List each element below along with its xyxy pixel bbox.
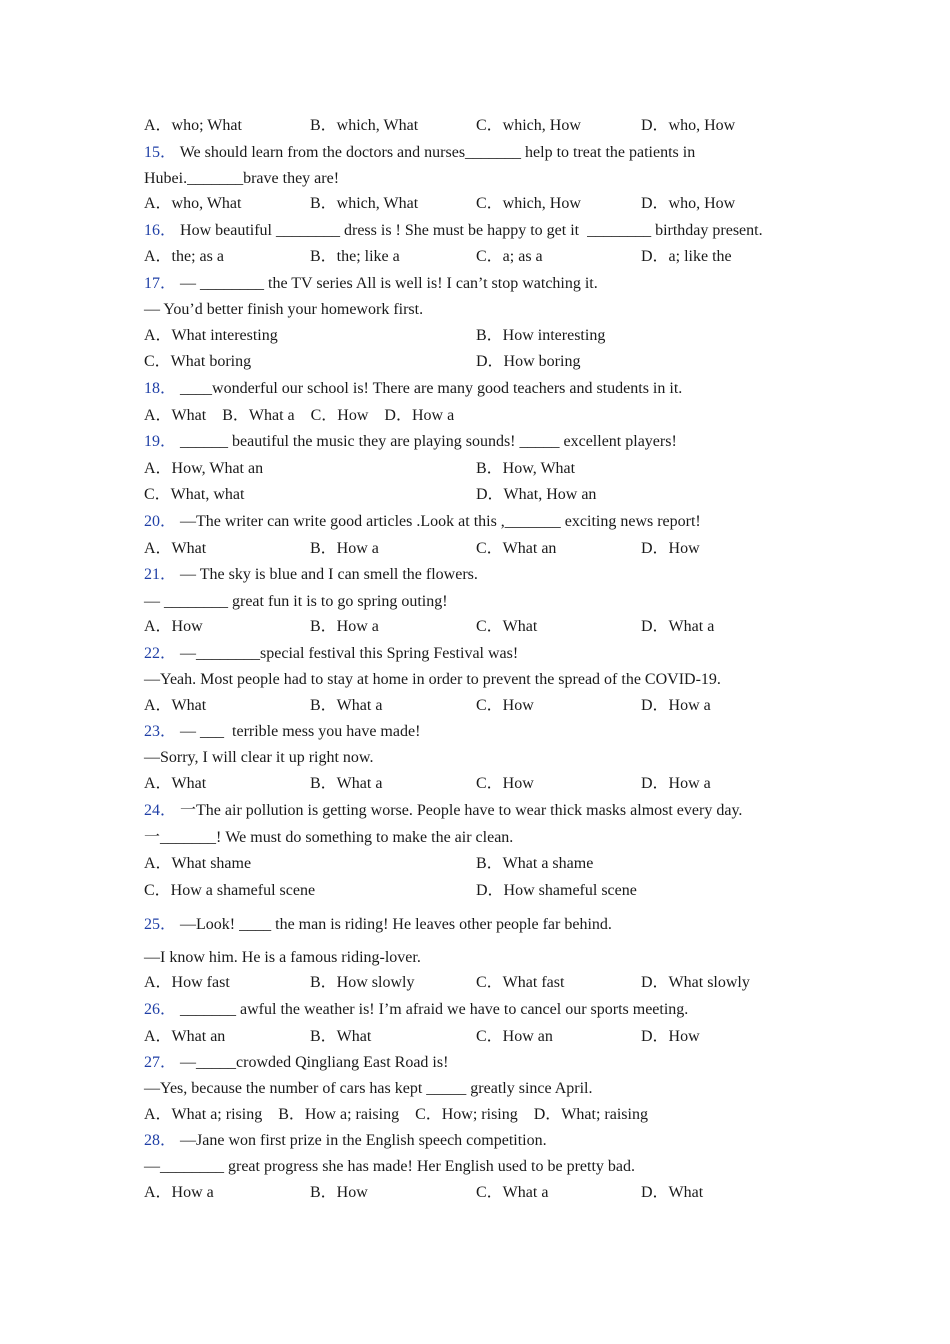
option-d: D．What slowly (641, 974, 750, 991)
question-text: Hubei._______brave they are! (144, 170, 340, 187)
option-c: C．How (476, 697, 534, 714)
question-text: — ________ the TV series All is well is! I can’t stop watching it. (180, 275, 598, 292)
question-text: ______ beautiful the music they are playing sounds! _____ excellent players! (180, 433, 677, 450)
option-b: B．the; like a (310, 248, 400, 265)
question-number: 27． (144, 1054, 177, 1071)
question-number: 24． (144, 802, 177, 819)
question-text: —_____crowded Qingliang East Road is! (180, 1054, 449, 1071)
question-number: 19． (144, 433, 177, 450)
option-c: C．a; as a (476, 248, 543, 265)
option-a: A．What (144, 775, 207, 792)
question-text: ____wonderful our school is! There are many good teachers and students in it. (180, 380, 683, 397)
question-text: —Sorry, I will clear it up right now. (144, 749, 374, 766)
option-a: A．How a (144, 1184, 214, 1201)
options-inline: A．What B．What a C．How D．How a (144, 407, 455, 424)
option-d: D．What, How an (476, 486, 597, 503)
question-number: 18． (144, 380, 177, 397)
option-c: C．which, How (476, 195, 581, 212)
question-number: 16． (144, 222, 177, 239)
option-b: B．How (310, 1184, 368, 1201)
question-15 (144, 143, 695, 163)
question-text: —________ great progress she has made! Her English used to be pretty bad. (144, 1158, 635, 1175)
question-number: 22． (144, 645, 177, 662)
option-a: A．What interesting (144, 327, 278, 344)
question-text: —Look! ____ the man is riding! He leaves other people far behind. (180, 916, 612, 933)
option-b: B．How a (310, 618, 379, 635)
option-a: A．What (144, 697, 207, 714)
option-d: D．who, How (641, 195, 736, 212)
question-16 (144, 221, 763, 241)
option-b: B．How interesting (476, 327, 606, 344)
question-text: How beautiful ________ dress is ! She must be happy to get it ________ birthday present. (180, 222, 763, 239)
option-c: C．How a shameful scene (144, 882, 316, 899)
option-d: D．a; like the (641, 248, 732, 265)
question-19 (144, 432, 677, 452)
option-b: B．How, What (476, 460, 576, 477)
question-text: 一The air pollution is getting worse. People have to wear thick masks almost every day. (180, 802, 743, 819)
option-c: C．What, what (144, 486, 245, 503)
question-text: — ___ terrible mess you have made! (180, 723, 421, 740)
question-text: —Yeah. Most people had to stay at home in order to prevent the spread of the COVID-19. (144, 671, 721, 688)
option-b: B．How slowly (310, 974, 415, 991)
question-23 (144, 722, 420, 742)
option-a: A．What an (144, 1028, 226, 1045)
question-text: —Jane won first prize in the English speech competition. (180, 1132, 547, 1149)
option-c: C．How an (476, 1028, 553, 1045)
question-number: 15． (144, 144, 177, 161)
question-text: — ________ great fun it is to go spring outing! (144, 593, 448, 610)
question-28 (144, 1131, 547, 1151)
question-number: 28． (144, 1132, 177, 1149)
option-d: D．What (641, 1184, 704, 1201)
question-number: 17． (144, 275, 177, 292)
option-b: B．How a (310, 540, 379, 557)
option-b: B．What (310, 1028, 372, 1045)
option-a: A．How (144, 618, 203, 635)
question-text: 一_______! We must do something to make the air clean. (144, 829, 514, 846)
option-d: D．What a (641, 618, 715, 635)
question-24 (144, 801, 742, 821)
option-a: A．What shame (144, 855, 252, 872)
question-text: —I know him. He is a famous riding-lover. (144, 949, 421, 966)
question-text: —The writer can write good articles .Look at this ,_______ exciting news report! (180, 513, 701, 530)
option-c: C．What a (476, 1184, 549, 1201)
option-c: C．What fast (476, 974, 565, 991)
question-18 (144, 379, 682, 399)
option-d: D．who, How (641, 117, 736, 134)
option-b: B．which, What (310, 195, 419, 212)
question-number: 23． (144, 723, 177, 740)
option-a: A．who; What (144, 117, 242, 134)
question-20 (144, 512, 701, 532)
question-number: 26． (144, 1001, 177, 1018)
option-c: C．What (476, 618, 538, 635)
option-d: D．How a (641, 775, 711, 792)
option-d: D．How shameful scene (476, 882, 637, 899)
option-b: B．What a shame (476, 855, 594, 872)
question-21 (144, 565, 478, 585)
question-number: 21． (144, 566, 177, 583)
option-c: C．What boring (144, 353, 252, 370)
question-text: —________special festival this Spring Festival was! (180, 645, 519, 662)
question-text: — The sky is blue and I can smell the flowers. (180, 566, 478, 583)
question-number: 20． (144, 513, 177, 530)
question-25 (144, 915, 612, 935)
option-c: C．What an (476, 540, 557, 557)
option-b: B．What a (310, 775, 383, 792)
question-text: — You’d better finish your homework first. (144, 301, 424, 318)
question-22 (144, 644, 518, 664)
question-text: We should learn from the doctors and nurses_______ help to treat the patients in (179, 144, 696, 161)
options-inline: A．What a; rising B．How a; raising C．How; rising D．What; raising (144, 1106, 648, 1123)
option-d: D．How (641, 540, 700, 557)
question-text: —Yes, because the number of cars has kept _____ greatly since April. (144, 1080, 593, 1097)
option-c: C．How (476, 775, 534, 792)
option-b: B．What a (310, 697, 383, 714)
question-27 (144, 1053, 448, 1073)
option-a: A．the; as a (144, 248, 224, 265)
option-a: A．who, What (144, 195, 242, 212)
option-b: B．which, What (310, 117, 419, 134)
question-text: _______ awful the weather is! I’m afraid we have to cancel our sports meeting. (180, 1001, 689, 1018)
option-d: D．How (641, 1028, 700, 1045)
option-d: D．How boring (476, 353, 581, 370)
question-17 (144, 274, 598, 294)
question-number: 25． (144, 916, 177, 933)
option-a: A．How fast (144, 974, 230, 991)
option-a: A．How, What an (144, 460, 264, 477)
option-c: C．which, How (476, 117, 581, 134)
question-26 (144, 1000, 688, 1020)
option-d: D．How a (641, 697, 711, 714)
option-a: A．What (144, 540, 207, 557)
